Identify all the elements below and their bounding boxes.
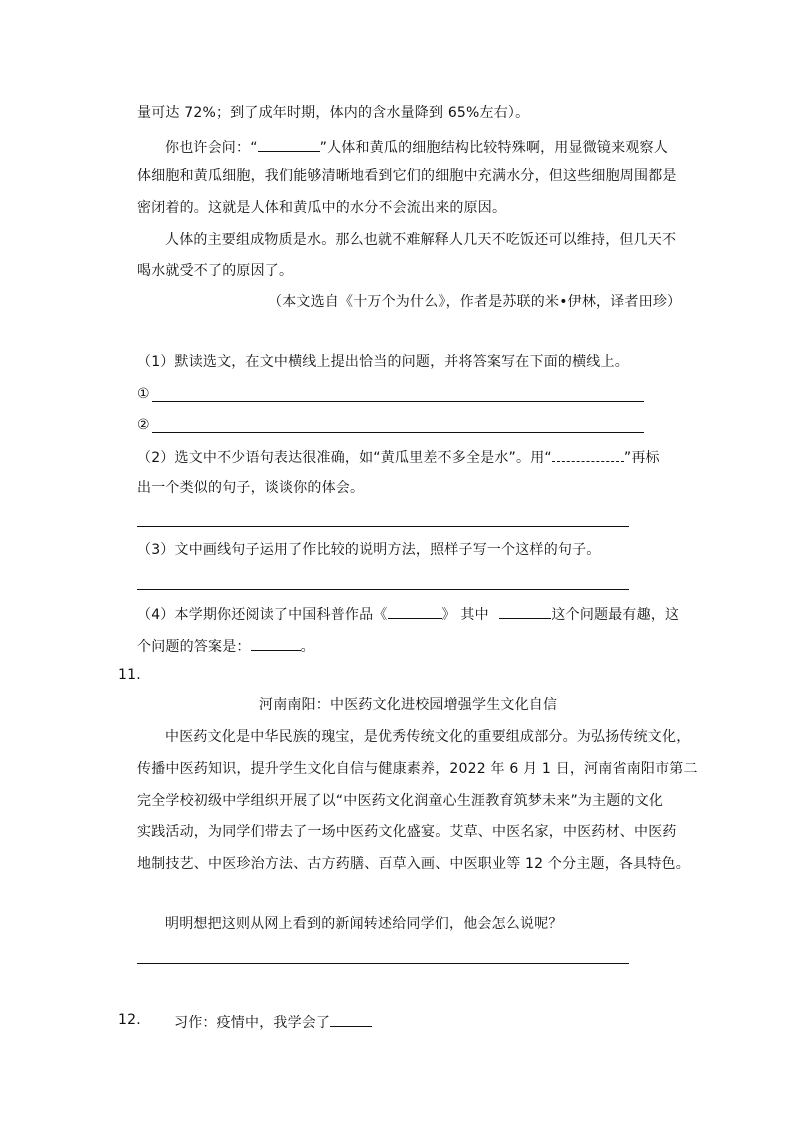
- passage-line-1: 量可达 72%；到了成年时期，体内的含水量降到 65%左右）。: [137, 105, 530, 121]
- passage-line-6: 喝水就受不了的原因了。: [137, 263, 294, 279]
- passage-source: （本文选自《十万个为什么》，作者是苏联的米•伊林，译者田珍）: [268, 294, 682, 310]
- answer-line-5[interactable]: [137, 963, 629, 964]
- question-blank[interactable]: [258, 138, 320, 152]
- question-1: （1）默读选文，在文中横线上提出恰当的问题，并将答案写在下面的横线上。: [137, 354, 629, 370]
- item-11-title: 河南南阳：中医药文化进校园增强学生文化自信: [259, 697, 558, 713]
- item-11-line-3: 完全学校初级中学组织开展了以“中医药文化润童心生涯教育筑梦未来”为主题的文化: [137, 793, 664, 809]
- passage-line-2: [165, 138, 668, 155]
- answer-marker-1: ①: [137, 386, 150, 402]
- book-title-blank[interactable]: [388, 605, 442, 619]
- question-4-line-2: [137, 637, 315, 654]
- answer-marker-2: ②: [137, 417, 150, 433]
- answer-line-2[interactable]: [152, 432, 644, 433]
- question-2-line-2: 出一个类似的句子，谈谈你的体会。: [137, 480, 365, 496]
- question-4-start: （4）本学期你还阅读了中国科普作品《: [137, 607, 388, 623]
- passage-line-2-start: 你也许会问：“: [165, 140, 258, 156]
- item-12-label: [174, 1013, 372, 1030]
- item-11-line-2: 传播中医药知识，提升学生文化自信与健康素养，2022 年 6 月 1 日，河南省南阳市第二: [137, 761, 698, 777]
- topic-blank[interactable]: [499, 605, 551, 619]
- item-11-prompt: 明明想把这则从网上看到的新闻转述给同学们，他会怎么说呢？: [165, 916, 563, 932]
- item-11-line-5: 地制技艺、中医珍治方法、古方药膳、百草入画、中医职业等 12 个分主题，各具特色。: [137, 856, 690, 872]
- question-4-end: 这个问题最有趣，这: [551, 607, 680, 623]
- passage-line-3: 体细胞和黄瓜细胞，我们能够清晰地看到它们的细胞中充满水分，但这些细胞周围都是: [137, 168, 677, 184]
- item-11-line-4: 实践活动，为同学们带去了一场中医药文化盛宴。艾草、中医名家，中医药材、中医药: [137, 824, 677, 840]
- question-4: [137, 605, 679, 622]
- question-4-middle: 》 其中: [441, 607, 494, 623]
- essay-title-blank[interactable]: [330, 1013, 372, 1027]
- item-12-text: 习作：疫情中，我学会了: [174, 1015, 331, 1031]
- question-2: [137, 449, 660, 465]
- answer-line-1[interactable]: [152, 401, 644, 402]
- passage-line-4: 密闭着的。这就是人体和黄瓜中的水分不会流出来的原因。: [137, 200, 507, 216]
- question-3: （3）文中画线句子运用了作比较的说明方法，照样子写一个这样的句子。: [137, 542, 601, 558]
- item-11-number: 11.: [118, 667, 141, 683]
- question-2-start: （2）选文中不少语句表达很准确，如“黄瓜里差不多全是水”。用“: [137, 450, 552, 466]
- item-12-number: 12.: [118, 1012, 141, 1028]
- passage-line-2-end: ”人体和黄瓜的细胞结构比较特殊啊，用显微镜来观察人: [319, 140, 668, 156]
- answer-line-3[interactable]: [137, 526, 629, 527]
- answer-line-4[interactable]: [137, 589, 629, 590]
- question-2-end: ”再标: [623, 450, 660, 466]
- item-11-line-1: 中医药文化是中华民族的瑰宝，是优秀传统文化的重要组成部分。为弘扬传统文化，: [165, 729, 691, 745]
- passage-line-5: 人体的主要组成物质是水。那么也就不难解释人几天不吃饭还可以维持，但几天不: [165, 232, 677, 248]
- mark-blank[interactable]: [552, 449, 624, 462]
- question-4-line-2-start: 个问题的答案是：: [137, 639, 251, 655]
- question-4-line-2-end: 。: [300, 639, 315, 655]
- answer-blank[interactable]: [251, 637, 301, 651]
